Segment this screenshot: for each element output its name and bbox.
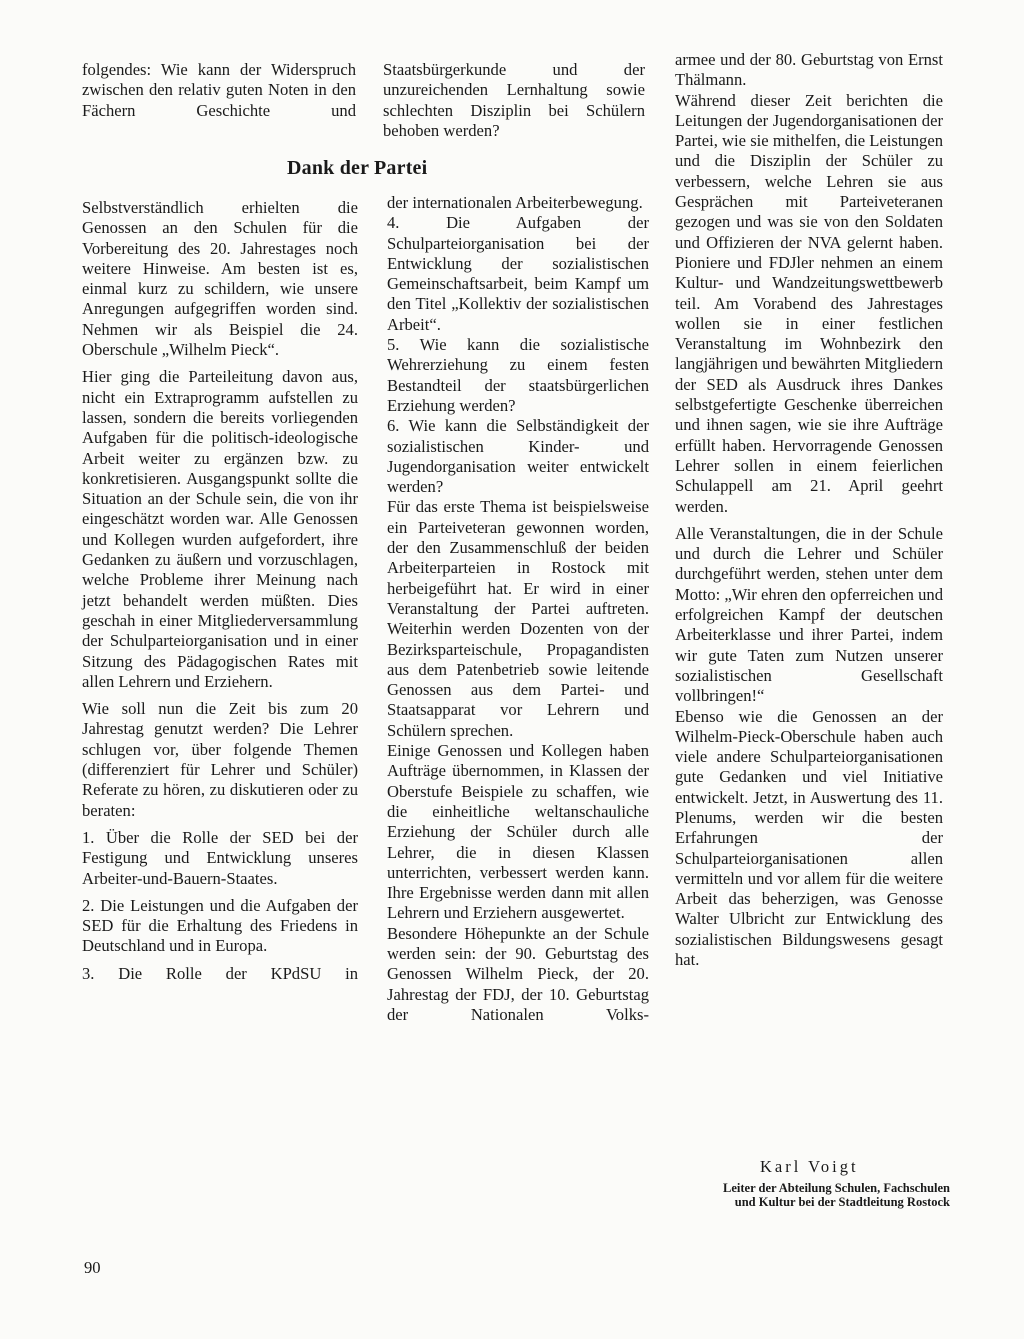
paragraph: Hier ging die Parteileitung davon aus, nicht ein Extraprogramm aufstellen zu lassen, sondern die bereits vorliegenden Aufgaben für die politisch-ideologische Arbeit weiter zu ergänzen bzw. zu konkretisieren. Ausgangspunkt sollte die Situation an der Schule sein, die von ihr eingeschätzt worden war. Alle Genossen und Kollegen wurden aufgefordert, ihre Gedanken zu äußern und vorzuschlagen, welche Probleme ihrer Meinung nach jetzt behandelt werden müßten. Dies geschah in einer Mitgliederversammlung der Schulparteiorganisation und in einer Sitzung des Pädagogischen Rates mit allen Lehrern und Erziehern. bbox=[82, 367, 358, 691]
paragraph: armee und der 80. Geburtstag von Ernst Thälmann. bbox=[675, 50, 943, 90]
column-left-top bbox=[82, 60, 356, 121]
paragraph: Für das erste Thema ist beispielsweise ein Parteiveteran gewonnen worden, der den Zusammenschluß der beiden Arbeiterparteien in Rostock mit herbeigeführt hat. Er wird in einer Veranstaltung der Partei auftreten. Weiterhin werden Dozenten von der Bezirksparteischule, Propagandisten aus dem Patenbetrieb sowie leitende Genossen aus dem Partei- und Staatsapparat vor Lehrern und Schülern sprechen. bbox=[387, 497, 649, 740]
list-item: 1. Über die Rolle der SED bei der Festigung und Entwicklung unseres Arbeiter-und-Bauern-Staates. bbox=[82, 827, 358, 888]
list-item: der internationalen Arbeiterbewegung. bbox=[387, 193, 643, 212]
paragraph: Alle Veranstaltungen, die in der Schule und durch die Lehrer und Schüler durchgeführt werden, stehen unter dem Motto: „Wir ehren den opferreichen und erfolgreichen Kampf der deutschen Arbeiterklasse und ihrer Partei, indem wir gute Taten zum Nutzen unserer sozialistischen Gesellschaft vollbringen!“ bbox=[675, 523, 943, 706]
list-item: 4. Die Aufgaben der Schulparteiorganisation bei der Entwicklung der sozialistischen Gemeinschaftsarbeit, beim Kampf um den Titel „Kollektiv der sozialistischen Arbeit“. bbox=[387, 213, 649, 334]
column-left bbox=[82, 198, 358, 984]
author-title: Leiter der Abteilung Schulen, Fachschulen und Kultur bei der Stadtleitung Rostock bbox=[723, 1181, 950, 1209]
author-name: Karl Voigt bbox=[760, 1157, 859, 1176]
paragraph: Selbstverständlich erhielten die Genossen an den Schulen für die Vorbereitung des 20. Jahrestages noch weitere Hinweise. Am besten ist es, einmal kurz zu schildern, wie unsere Anregungen aufgegriffen worden sind. Nehmen wir als Beispiel die 24. Oberschule „Wilhelm Pieck“. bbox=[82, 198, 358, 360]
column-right bbox=[675, 50, 943, 970]
paragraph: Staatsbürgerkunde und der unzureichenden Lernhaltung sowie schlechten Disziplin bei Schülern behoben werden? bbox=[383, 60, 645, 140]
list-item: 2. Die Leistungen und die Aufgaben der SED für die Erhaltung des Friedens in Deutschland und in Europa. bbox=[82, 895, 358, 956]
column-middle-top bbox=[383, 60, 645, 141]
list-item: 3. Die Rolle der KPdSU in bbox=[82, 963, 358, 983]
section-heading: Dank der Partei bbox=[287, 157, 428, 179]
list-item: 6. Wie kann die Selbständigkeit der sozialistischen Kinder- und Jugendorganisation weiter entwickelt werden? bbox=[387, 416, 649, 497]
paragraph: folgendes: Wie kann der Widerspruch zwischen den relativ guten Noten in den Fächern Geschichte und bbox=[82, 60, 356, 120]
paragraph: Wie soll nun die Zeit bis zum 20 Jahrestag genutzt werden? Die Lehrer schlugen vor, über folgende Themen (differenziert für Lehrer und Schüler) Referate zu hören, zu diskutieren oder zu beraten: bbox=[82, 699, 358, 820]
paragraph: Während dieser Zeit berichten die Leitungen der Jugendorganisationen der Partei, wie sie mithelfen, die Leistungen und die Disziplin der Schüler zu verbessern, welche Lehren sie aus Gesprächen mit Parteiveteranen gezogen und was sie von den Soldaten und Offizieren der NVA gelernt haben. Pioniere und FDJler nehmen an einem Kultur- und Wandzeitungswettbewerb teil. Am Vorabend des Jahrestages wollen sie in einer festlichen Veranstaltung im Wohnbezirk den langjährigen und bewährten Mitgliedern der SED als Ausdruck ihres Dankes selbstgefertigte Geschenke überreichen und ihnen sagen, wie sie ihre Aufträge erfüllt haben. Hervorragende Genossen Lehrer sollen in einem feierlichen Schulappell am 21. April geehrt werden. bbox=[675, 90, 943, 516]
page-number: 90 bbox=[84, 1258, 101, 1277]
paragraph: Besondere Höhepunkte an der Schule werden sein: der 90. Geburtstag des Genossen Wilhelm Pieck, der 20. Jahrestag der FDJ, der 10. Geburtstag der Nationalen Volks- bbox=[387, 923, 649, 1024]
list-item: 5. Wie kann die sozialistische Wehrerziehung zu einem festen Bestandteil der staatsbürgerlichen Erziehung werden? bbox=[387, 335, 649, 415]
paragraph: Ebenso wie die Genossen an der Wilhelm-Pieck-Oberschule haben auch viele andere Schulparteiorganisationen gute Gedanken und viel Initiative entwickelt. Jetzt, in Auswertung des 11. Plenums, werden wir die besten Erfahrungen der Schulparteiorganisationen allen vermitteln und vor allem für die weitere Arbeit das beherzigen, was Genosse Walter Ulbricht zur Entwicklung des sozialistischen Bildungswesens gesagt hat. bbox=[675, 706, 943, 970]
column-middle bbox=[387, 193, 649, 1025]
paragraph: Einige Genossen und Kollegen haben Aufträge übernommen, in Klassen der Oberstufe Beispiele zu schaffen, wie die einheitliche weltanschauliche Erziehung der Schüler durch alle Lehrer, die in diesen Klassen unterrichten, verbessert werden kann. Ihre Ergebnisse werden dann mit allen Lehrern und Erziehern ausgewertet. bbox=[387, 741, 649, 923]
